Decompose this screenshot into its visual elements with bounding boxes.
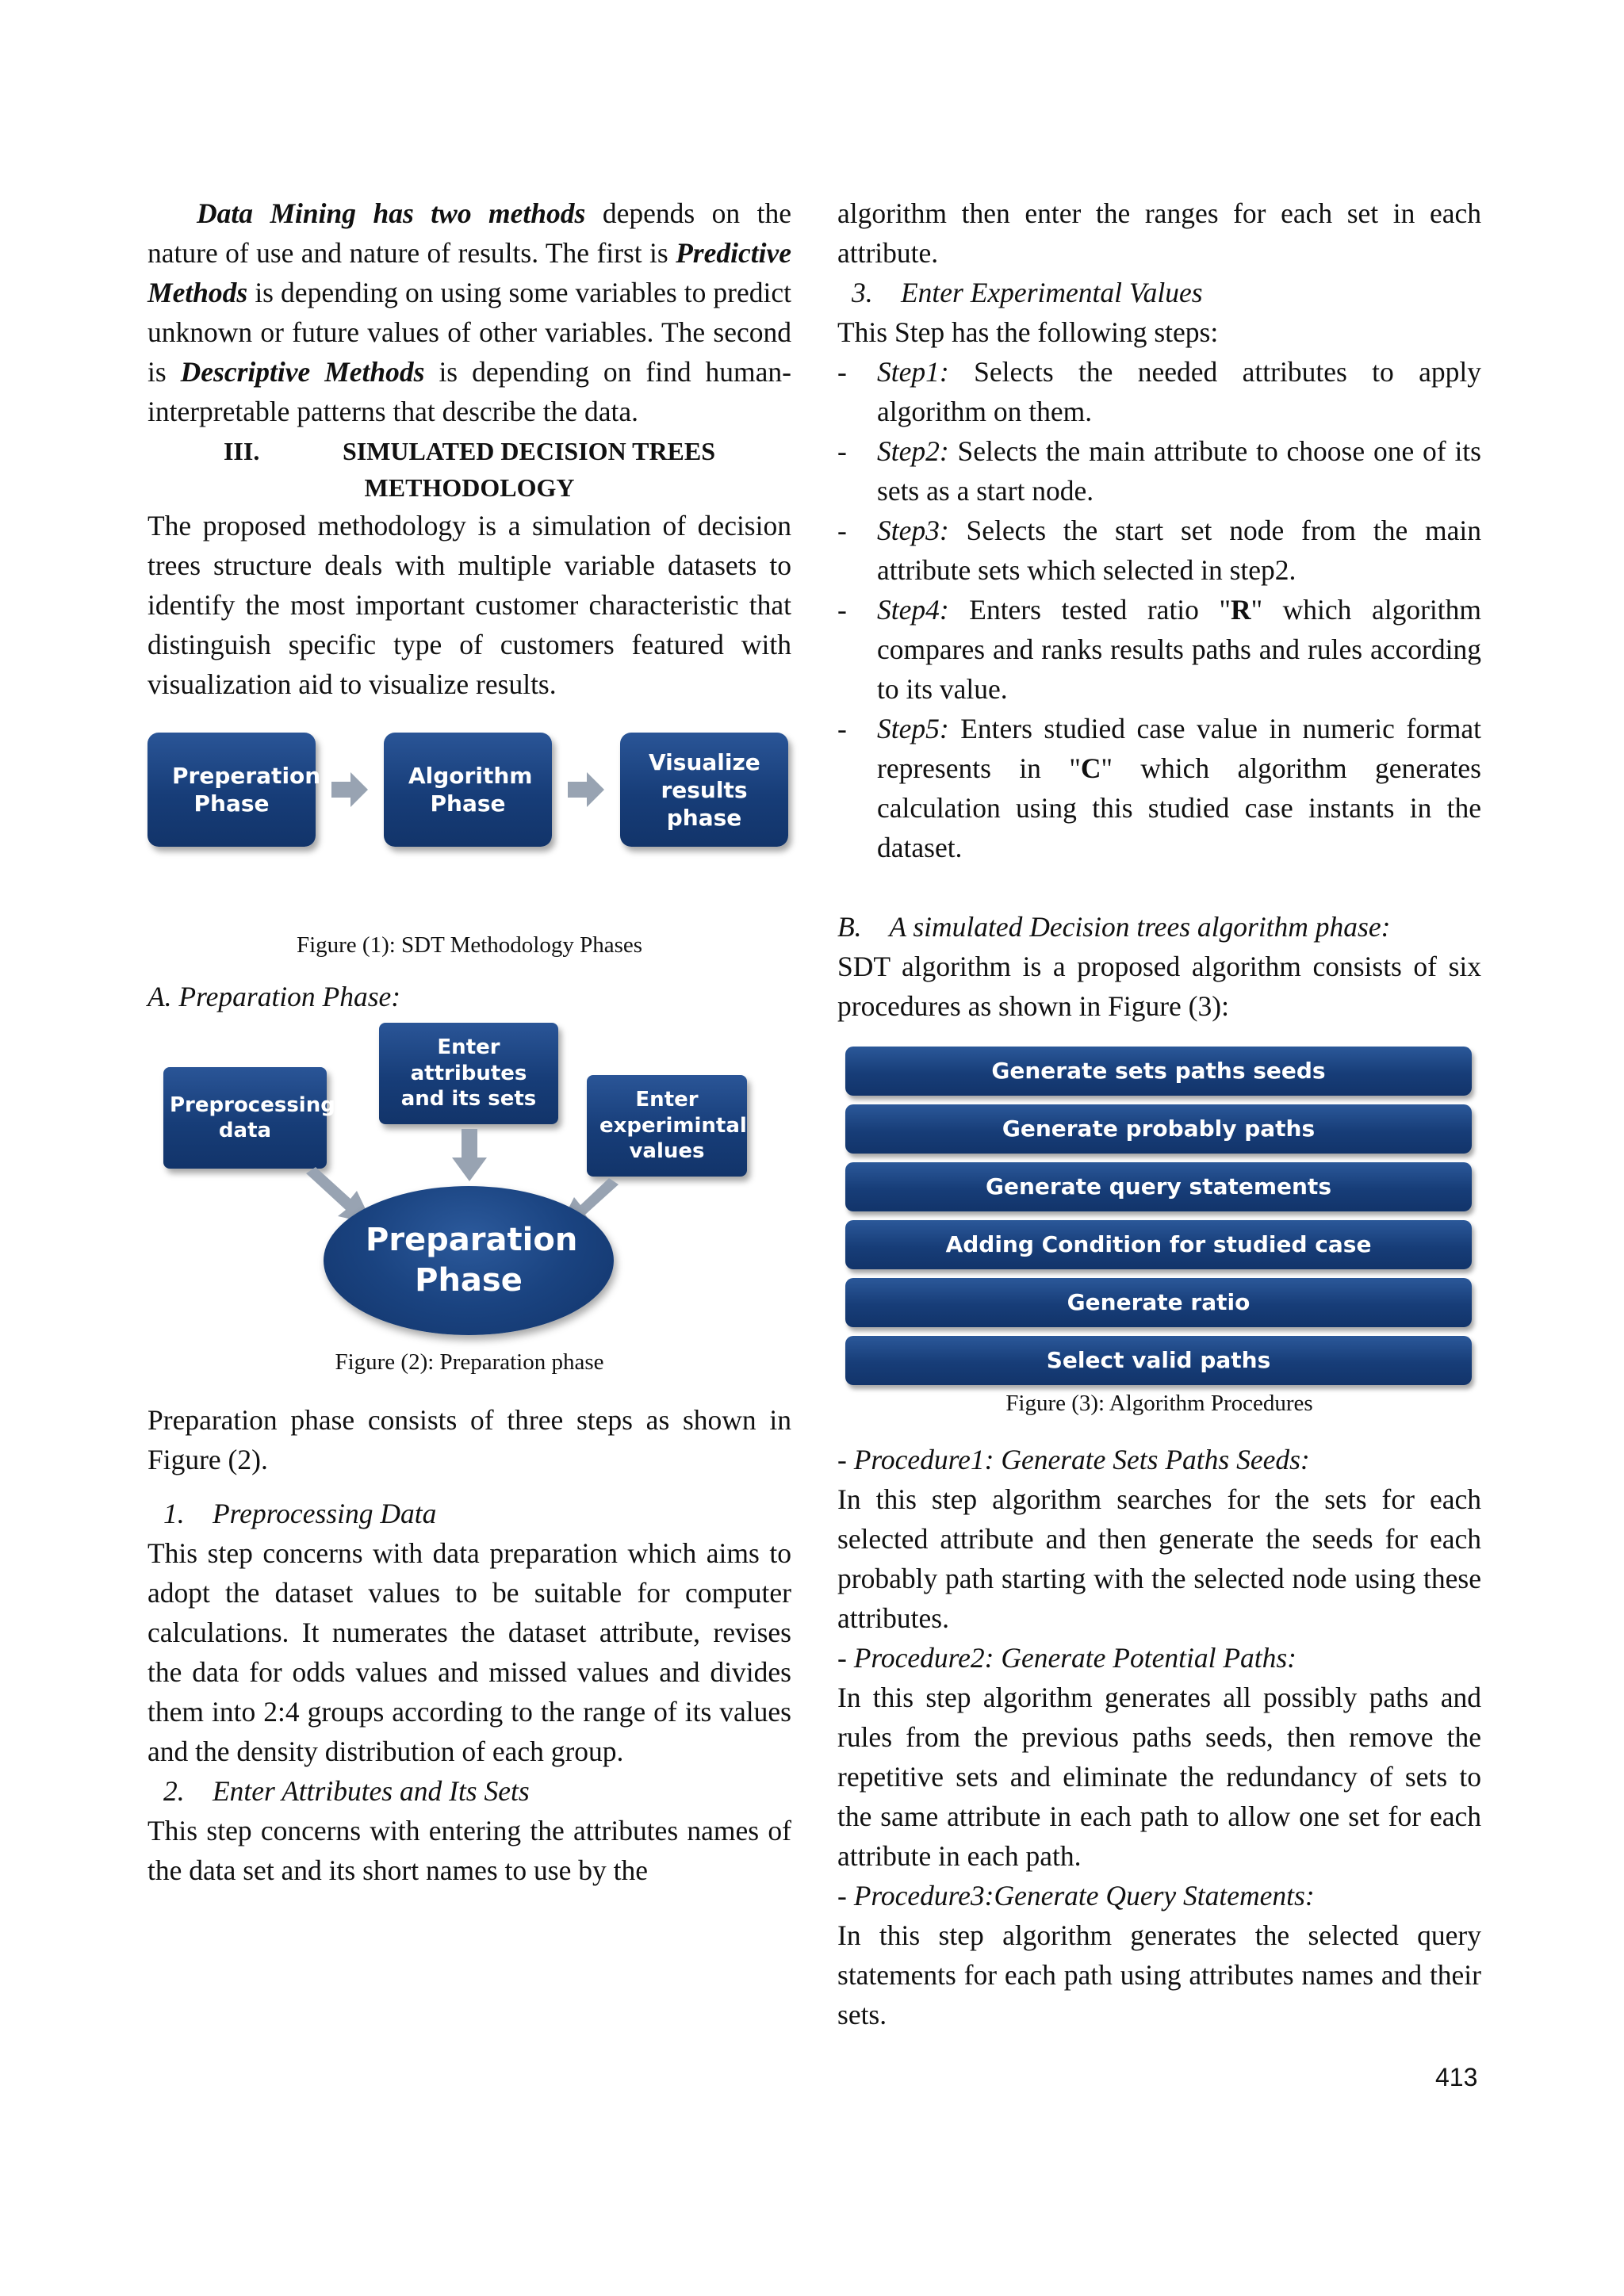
emphasis-text: Predictive Methods: [147, 237, 791, 308]
right-column: [837, 193, 1481, 2034]
subsection-number: 2.: [163, 1775, 185, 1807]
step-text: " which algorithm compares and ranks results paths and rules according to its value.: [877, 594, 1481, 705]
subsection-number: 3.: [852, 277, 873, 308]
box-label: Preprocessing data: [170, 1093, 335, 1142]
procedure-box: Generate ratio: [845, 1278, 1472, 1327]
figure-3-caption: Figure (3): Algorithm Procedures: [1005, 1391, 1313, 1416]
section-title-line1: SIMULATED DECISION TREES: [342, 437, 716, 465]
paragraph-sdt-algorithm: SDT algorithm is a proposed algorithm consists of six procedures as shown in Figure (3):: [837, 951, 1481, 1022]
paragraph-procedure3: In this step algorithm generates the selected query statements for each path using attributes names and their sets.: [837, 1919, 1481, 2030]
step-text: Enters tested ratio ": [948, 594, 1231, 626]
arrow-down-icon: [452, 1129, 487, 1181]
preparation-phase-ellipse: [324, 1186, 614, 1335]
step-item: [837, 709, 1481, 867]
phase-box-visualize: [620, 733, 788, 847]
paragraph-data-mining: [147, 193, 791, 431]
step-item: [837, 352, 1481, 431]
left-column: [147, 193, 791, 1890]
step-bold-symbol: C: [1080, 752, 1101, 784]
box-label: Visualize results phase: [649, 748, 760, 831]
step-item: [837, 511, 1481, 590]
subsection-1-heading: [147, 1494, 791, 1533]
step-label: Step1:: [877, 356, 949, 388]
procedure2-heading: - Procedure2: Generate Potential Paths:: [837, 1642, 1297, 1674]
figure-3: [837, 1047, 1481, 1399]
procedure-box: Generate query statements: [845, 1162, 1472, 1211]
subsection-title: Enter Attributes and Its Sets: [213, 1775, 530, 1807]
paragraph-continued: algorithm then enter the ranges for each set in each attribute.: [837, 197, 1481, 269]
procedure3-heading: - Procedure3:Generate Query Statements:: [837, 1880, 1315, 1911]
procedure-box: Select valid paths: [845, 1336, 1472, 1385]
figure-2: [147, 1023, 791, 1357]
subsection-number: 1.: [163, 1498, 185, 1529]
list-dash: -: [837, 713, 847, 744]
paragraph-preprocessing: This step concerns with data preparation which aims to adopt the dataset values to be suitable for computer calculations. It numerates the dataset attribute, revises the data for odds values and missed values and divides them into 2:4 groups according to the range of its values and the density distribution of each group.: [147, 1537, 791, 1767]
subsection-3-heading: [837, 273, 1481, 312]
section-heading: [147, 433, 791, 506]
list-dash: -: [837, 515, 847, 546]
ellipse-label: Preparation Phase: [366, 1221, 578, 1299]
paragraph-procedure2: In this step algorithm generates all possibly paths and rules from the previous paths seeds, then remove the repetitive sets and eliminate the redundancy of sets to the same attribute in each path to allow one set for each attribute in each path.: [837, 1682, 1481, 1872]
paragraph-preparation: Preparation phase consists of three steps as shown in Figure (2).: [147, 1404, 791, 1475]
procedure-box: Adding Condition for studied case: [845, 1220, 1472, 1269]
box-preprocessing-data: [163, 1067, 335, 1169]
paragraph-steps-intro: This Step has the following steps:: [837, 316, 1219, 348]
step-item: [837, 590, 1481, 709]
step-text: Selects the needed attributes to apply algorithm on them.: [877, 356, 1481, 427]
figure-1-caption: Figure (1): SDT Methodology Phases: [296, 932, 643, 958]
step-label: Step2:: [877, 435, 949, 467]
emphasis-text: Descriptive Methods: [180, 356, 425, 388]
box-label: Algorithm Phase: [408, 763, 533, 817]
phase-box-algorithm: [384, 733, 552, 847]
body-text: is depending on find human-interpretable patterns that describe the data.: [147, 356, 791, 427]
page-number: 413: [1435, 2063, 1478, 2091]
subsection-b-heading: B. A simulated Decision trees algorithm phase:: [837, 911, 1391, 943]
arrow-right-icon: [568, 771, 604, 809]
body-text: depends on the nature of use and nature of results. The first is: [147, 197, 792, 269]
section-number: III.: [223, 437, 260, 465]
figure-2-caption: Figure (2): Preparation phase: [335, 1349, 604, 1375]
subsection-title: Enter Experimental Values: [901, 277, 1203, 308]
step-label: Step3:: [877, 515, 949, 546]
step-text: Selects the main attribute to choose one of its sets as a start node.: [877, 435, 1481, 507]
phase-box-preparation: [147, 733, 321, 847]
list-dash: -: [837, 594, 847, 626]
box-label: Enter attributes and its sets: [400, 1035, 537, 1112]
list-dash: -: [837, 435, 847, 467]
subsection-2-heading: [147, 1771, 791, 1811]
procedure-box: Generate sets paths seeds: [845, 1047, 1472, 1096]
step-label: Step4:: [877, 594, 949, 626]
section-title-line2: METHODOLOGY: [364, 473, 575, 502]
arrow-right-icon: [331, 771, 368, 809]
step-text: Selects the start set node from the main attribute sets which selected in step2.: [877, 515, 1481, 586]
step-text: " which algorithm generates calculation using this studied case instants in the dataset.: [877, 752, 1481, 863]
subsection-a-heading: A. Preparation Phase:: [147, 981, 401, 1012]
step-bold-symbol: R: [1230, 594, 1251, 626]
box-label: Preperation Phase: [172, 763, 321, 817]
paragraph-methodology: The proposed methodology is a simulation of decision trees structure deals with multiple variable datasets to identify the most important customer characteristic that distinguish specific type of customers featured with visualization aid to visualize results.: [147, 510, 791, 700]
procedure-box: Generate probably paths: [845, 1104, 1472, 1154]
paragraph-attributes: This step concerns with entering the attributes names of the data set and its short names to use by the: [147, 1815, 791, 1886]
box-enter-experimental: [587, 1075, 747, 1177]
procedure1-heading: - Procedure1: Generate Sets Paths Seeds:: [837, 1444, 1310, 1475]
list-dash: -: [837, 356, 847, 388]
box-enter-attributes: [379, 1023, 558, 1124]
figure-1: [147, 733, 791, 970]
body-text: is depending on using some variables to predict unknown or future values of other variables. The second is: [147, 277, 791, 388]
emphasis-text: Data Mining has two methods: [197, 197, 586, 229]
paragraph-procedure1: In this step algorithm searches for the sets for each selected attribute and then generate the seeds for each probably path starting with the selected node using these attributes.: [837, 1483, 1481, 1634]
step-label: Step5:: [877, 713, 949, 744]
box-label: Enter experimintal values: [599, 1088, 747, 1164]
subsection-title: Preprocessing Data: [213, 1498, 437, 1529]
step-text: Enters studied case value in numeric format represents in ": [877, 713, 1481, 784]
step-item: [837, 431, 1481, 511]
